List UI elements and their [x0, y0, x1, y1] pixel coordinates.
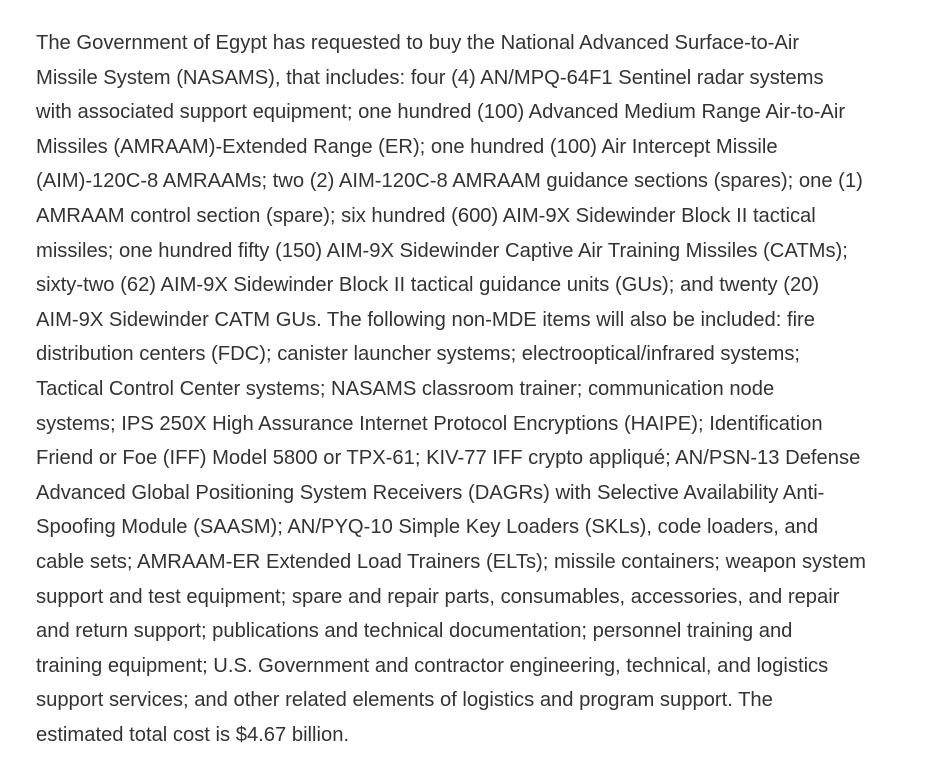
- paragraph-line: support services; and other related elements of logistics and program support. The: [36, 689, 773, 712]
- paragraph-line: AMRAAM control section (spare); six hundred (600) AIM-9X Sidewinder Block II tactical: [36, 204, 816, 227]
- paragraph-line: Tactical Control Center systems; NASAMS classroom trainer; communication node: [36, 377, 775, 400]
- paragraph-line: systems; IPS 250X High Assurance Internet Protocol Encryptions (HAIPE); Identification: [36, 412, 823, 435]
- paragraph-line: missiles; one hundred fifty (150) AIM-9X Sidewinder Captive Air Training Missiles (CATMs);: [36, 239, 848, 262]
- paragraph-line: support and test equipment; spare and repair parts, consumables, accessories, and repair: [36, 585, 840, 608]
- paragraph-line: AIM-9X Sidewinder CATM GUs. The following non-MDE items will also be included: fire: [36, 308, 816, 331]
- paragraph-line: Missiles (AMRAAM)-Extended Range (ER); one hundred (100) Air Intercept Missile: [36, 135, 778, 158]
- paragraph-line: Missile System (NASAMS), that includes: four (4) AN/MPQ-64F1 Sentinel radar systems: [36, 66, 824, 89]
- paragraph-line: cable sets; AMRAAM-ER Extended Load Trainers (ELTs); missile containers; weapon system: [36, 550, 866, 573]
- paragraph-line: sixty-two (62) AIM-9X Sidewinder Block II tactical guidance units (GUs); and twenty (20): [36, 274, 820, 297]
- paragraph-line: with associated support equipment; one hundred (100) Advanced Medium Range Air-to-Air: [36, 101, 846, 124]
- paragraph-line: training equipment; U.S. Government and contractor engineering, technical, and logistics: [36, 654, 829, 677]
- paragraph-line: The Government of Egypt has requested to buy the National Advanced Surface-to-Air: [36, 32, 800, 54]
- paragraph-line: Spoofing Module (SAASM); AN/PYQ-10 Simple Key Loaders (SKLs), code loaders, and: [36, 516, 819, 539]
- sale-description-paragraph: [36, 26, 936, 752]
- paragraph-line: distribution centers (FDC); canister launcher systems; electrooptical/infrared systems;: [36, 343, 801, 366]
- paragraph-line: Friend or Foe (IFF) Model 5800 or TPX-61; KIV-77 IFF crypto appliqué; AN/PSN-13 Defense: [36, 447, 861, 470]
- paragraph-line: and return support; publications and technical documentation; personnel training and: [36, 620, 793, 643]
- paragraph-line: (AIM)-120C-8 AMRAAMs; two (2) AIM-120C-8 AMRAAM guidance sections (spares); one (1): [36, 170, 863, 193]
- paragraph-line: Advanced Global Positioning System Receivers (DAGRs) with Selective Availability Anti-: [36, 481, 825, 504]
- paragraph-line: estimated total cost is $4.67 billion.: [36, 723, 350, 746]
